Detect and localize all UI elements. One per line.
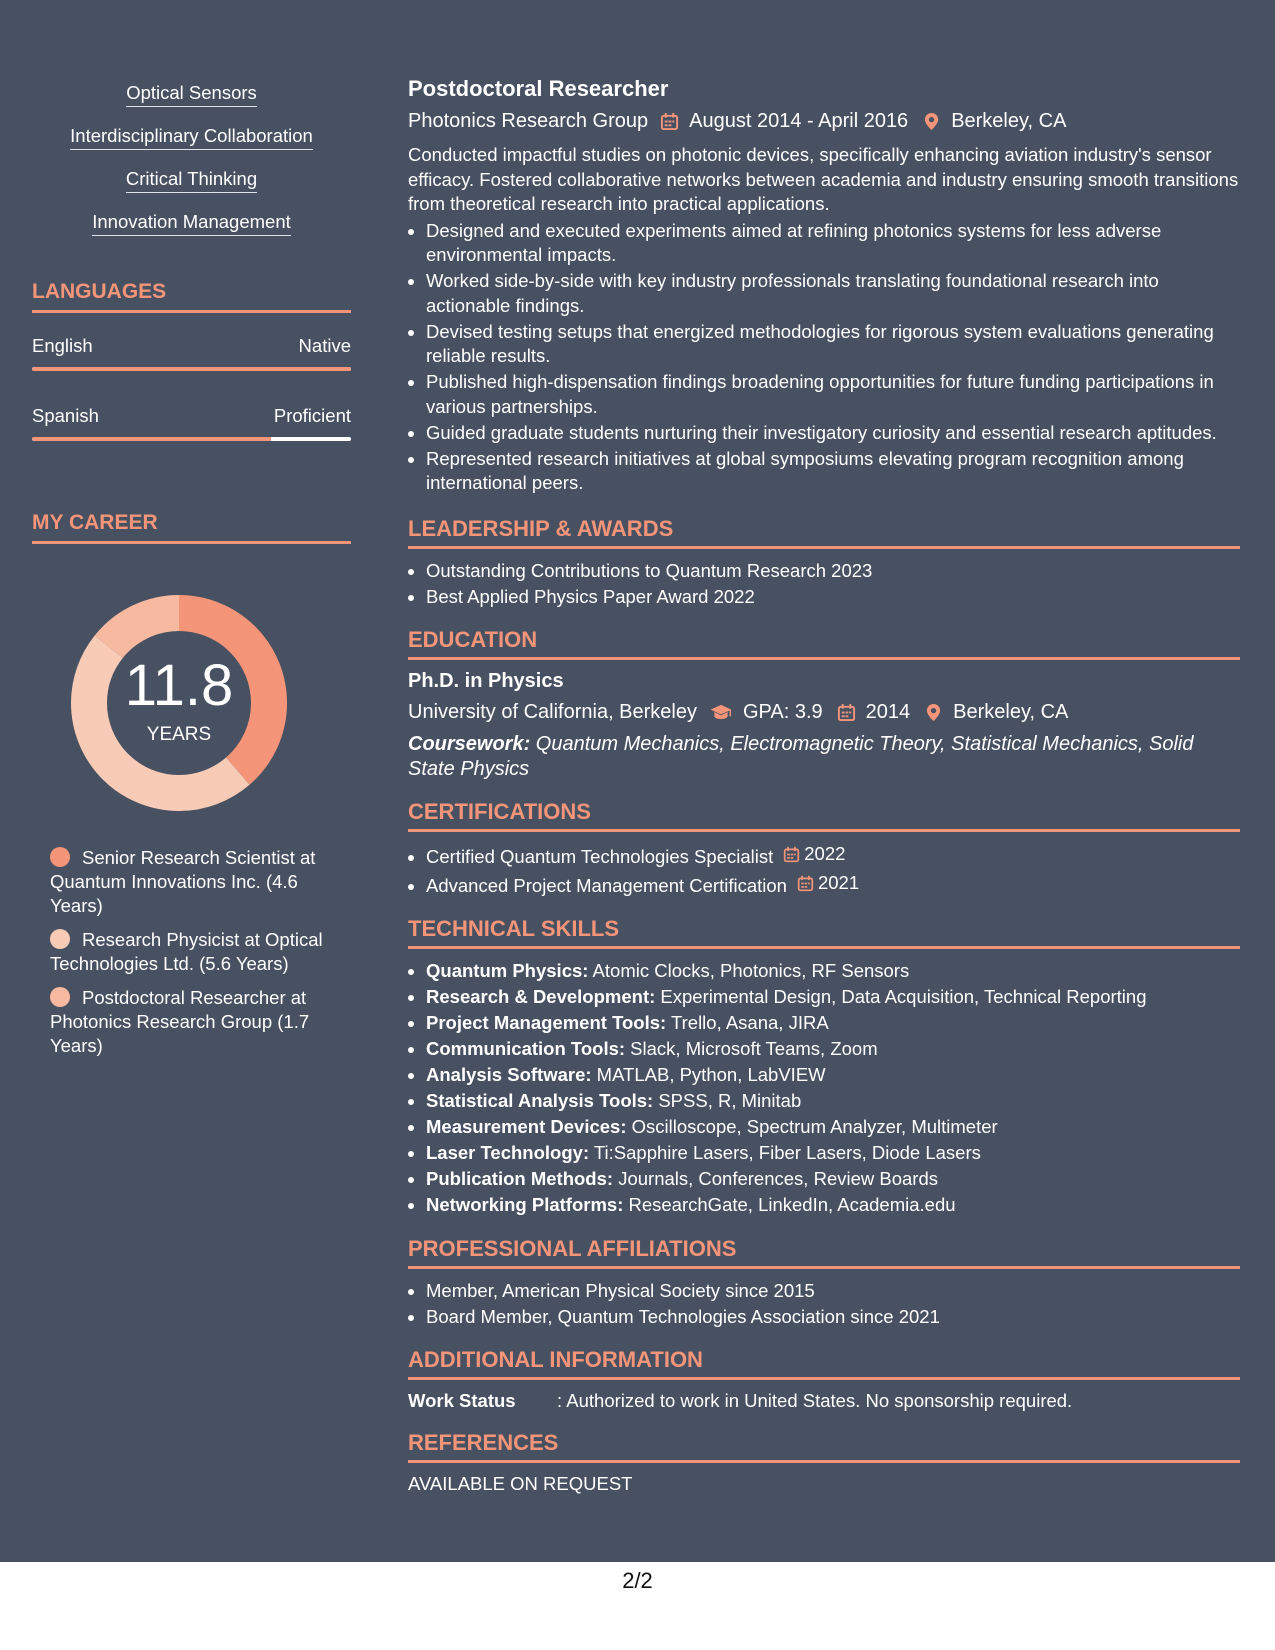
graduation-year: 2014 — [865, 701, 911, 723]
language-bar — [32, 437, 351, 441]
language-bar-fill — [32, 367, 351, 371]
affiliations-heading: PROFESSIONAL AFFILIATIONS — [408, 1236, 1240, 1269]
language-bar — [32, 367, 351, 371]
calendar-icon — [797, 875, 814, 892]
skills-list — [32, 82, 351, 236]
main-content — [408, 76, 1240, 1495]
career-legend — [50, 846, 351, 1058]
references-heading: REFERENCES — [408, 1430, 1240, 1463]
tech-skill-item: • Research & Development: Experimental Design, Data Acquisition, Technical Reporting — [426, 985, 1240, 1010]
coursework-label: Coursework: — [408, 733, 531, 755]
calendar-icon — [660, 112, 679, 131]
education-heading: EDUCATION — [408, 627, 1240, 660]
career-legend-item: Research Physicist at Optical Technologies Ltd. (5.6 Years) — [50, 929, 323, 974]
coursework — [408, 732, 1240, 781]
certification-item: • Advanced Project Management Certification 2021 — [426, 871, 1240, 898]
awards-heading: LEADERSHIP & AWARDS — [408, 516, 1240, 549]
career-total-unit: YEARS — [146, 724, 212, 745]
job-bullet: • Worked side-by-side with key industry professionals translating foundational research into actionable findings. — [426, 269, 1240, 318]
career-donut-chart — [64, 588, 294, 818]
coursework-list: Quantum Mechanics, Electromagnetic Theory, Statistical Mechanics, Solid State Physics — [408, 733, 1194, 780]
graduation-cap-icon — [709, 703, 733, 722]
tech-skill-item: • Networking Platforms: ResearchGate, LinkedIn, Academia.edu — [426, 1193, 1240, 1218]
job-bullets — [408, 219, 1240, 496]
award-item: • Outstanding Contributions to Quantum Research 2023 — [426, 559, 1240, 584]
school-name: University of California, Berkeley — [408, 701, 697, 723]
job-company: Photonics Research Group — [408, 110, 649, 132]
tech-skill-item: • Quantum Physics: Atomic Clocks, Photonics, RF Sensors — [426, 959, 1240, 984]
calendar-icon — [837, 703, 856, 722]
tech-skill-item: • Publication Methods: Journals, Conferences, Review Boards — [426, 1167, 1240, 1192]
skill-item: Interdisciplinary Collaboration — [32, 125, 351, 150]
skill-item: Innovation Management — [32, 211, 351, 236]
school-location: Berkeley, CA — [953, 701, 1069, 723]
language-spanish — [32, 405, 351, 441]
calendar-icon — [783, 846, 800, 863]
skill-item: Critical Thinking — [32, 168, 351, 193]
legend-dot — [50, 847, 70, 867]
job-bullet: • Guided graduate students nurturing their investigatory curiosity and essential research aptitudes. — [426, 421, 1240, 446]
technical-skills-heading: TECHNICAL SKILLS — [408, 916, 1240, 949]
education-meta — [408, 701, 1240, 724]
legend-dot — [50, 929, 70, 949]
career-heading: MY CAREER — [32, 511, 351, 544]
skill-item: Optical Sensors — [32, 82, 351, 107]
award-item: • Best Applied Physics Paper Award 2022 — [426, 585, 1240, 610]
page-number: 2/2 — [622, 1568, 653, 1593]
legend-dot — [50, 987, 70, 1007]
job-dates: August 2014 - April 2016 — [689, 110, 909, 132]
job-bullet: • Published high-dispensation findings broadening opportunities for future funding participations in various partnerships. — [426, 370, 1240, 419]
affiliations-list — [408, 1279, 1240, 1330]
job-meta — [408, 110, 1240, 133]
affiliation-item: • Member, American Physical Society since 2015 — [426, 1279, 1240, 1304]
tech-skill-item: • Project Management Tools: Trello, Asana, JIRA — [426, 1011, 1240, 1036]
language-bar-fill — [32, 437, 271, 441]
tech-skill-item: • Statistical Analysis Tools: SPSS, R, Minitab — [426, 1089, 1240, 1114]
certification-year: 2022 — [804, 843, 846, 864]
technical-skills-list — [408, 959, 1240, 1218]
job-title: Postdoctoral Researcher — [408, 76, 669, 101]
job-bullet: • Designed and executed experiments aimed at refining photonics systems for less adverse environmental impacts. — [426, 219, 1240, 268]
job-description: Conducted impactful studies on photonic devices, specifically enhancing aviation industry's sensor efficacy. Fostered collaborative networks between academia and industry ensuring smooth transitions from theoretical research into practical applications. — [408, 144, 1239, 214]
tech-skill-item: • Laser Technology: Ti:Sapphire Lasers, Fiber Lasers, Diode Lasers — [426, 1141, 1240, 1166]
language-name: English — [32, 335, 93, 356]
affiliation-item: • Board Member, Quantum Technologies Association since 2021 — [426, 1305, 1240, 1330]
sidebar — [32, 82, 351, 1068]
career-legend-item: Senior Research Scientist at Quantum Innovations Inc. (4.6 Years) — [50, 847, 316, 916]
career-total-years: 11.8 — [124, 653, 234, 718]
location-pin-icon — [924, 703, 943, 722]
job-bullet: • Represented research initiatives at global symposiums elevating program recognition among international peers. — [426, 447, 1240, 496]
language-level: Proficient — [273, 405, 351, 426]
references-text: AVAILABLE ON REQUEST — [408, 1473, 633, 1494]
awards-list — [408, 559, 1240, 610]
work-status-label: Work Status — [408, 1390, 516, 1411]
tech-skill-item: • Communication Tools: Slack, Microsoft Teams, Zoom — [426, 1037, 1240, 1062]
certification-year: 2021 — [817, 871, 860, 893]
job-bullet: • Devised testing setups that energized methodologies for rigorous system evaluations generating reliable results. — [426, 320, 1240, 369]
location-pin-icon — [922, 112, 941, 131]
degree-title: Ph.D. in Physics — [408, 670, 564, 692]
additional-info-heading: ADDITIONAL INFORMATION — [408, 1347, 1240, 1380]
language-english — [32, 335, 351, 371]
certification-item: • Certified Quantum Technologies Specialist 2022 — [426, 842, 1240, 869]
job-location: Berkeley, CA — [951, 110, 1067, 132]
tech-skill-item: • Analysis Software: MATLAB, Python, LabVIEW — [426, 1063, 1240, 1088]
work-status-row — [408, 1390, 1240, 1412]
languages-heading: LANGUAGES — [32, 280, 351, 313]
language-name: Spanish — [32, 405, 99, 426]
work-status-value: : Authorized to work in United States. No sponsorship required. — [557, 1390, 1073, 1411]
certifications-heading: CERTIFICATIONS — [408, 799, 1240, 832]
career-legend-item: Postdoctoral Researcher at Photonics Research Group (1.7 Years) — [50, 987, 310, 1056]
certifications-list — [408, 842, 1240, 898]
tech-skill-item: • Measurement Devices: Oscilloscope, Spectrum Analyzer, Multimeter — [426, 1115, 1240, 1140]
gpa: GPA: 3.9 — [743, 701, 823, 723]
language-level: Native — [298, 335, 351, 356]
